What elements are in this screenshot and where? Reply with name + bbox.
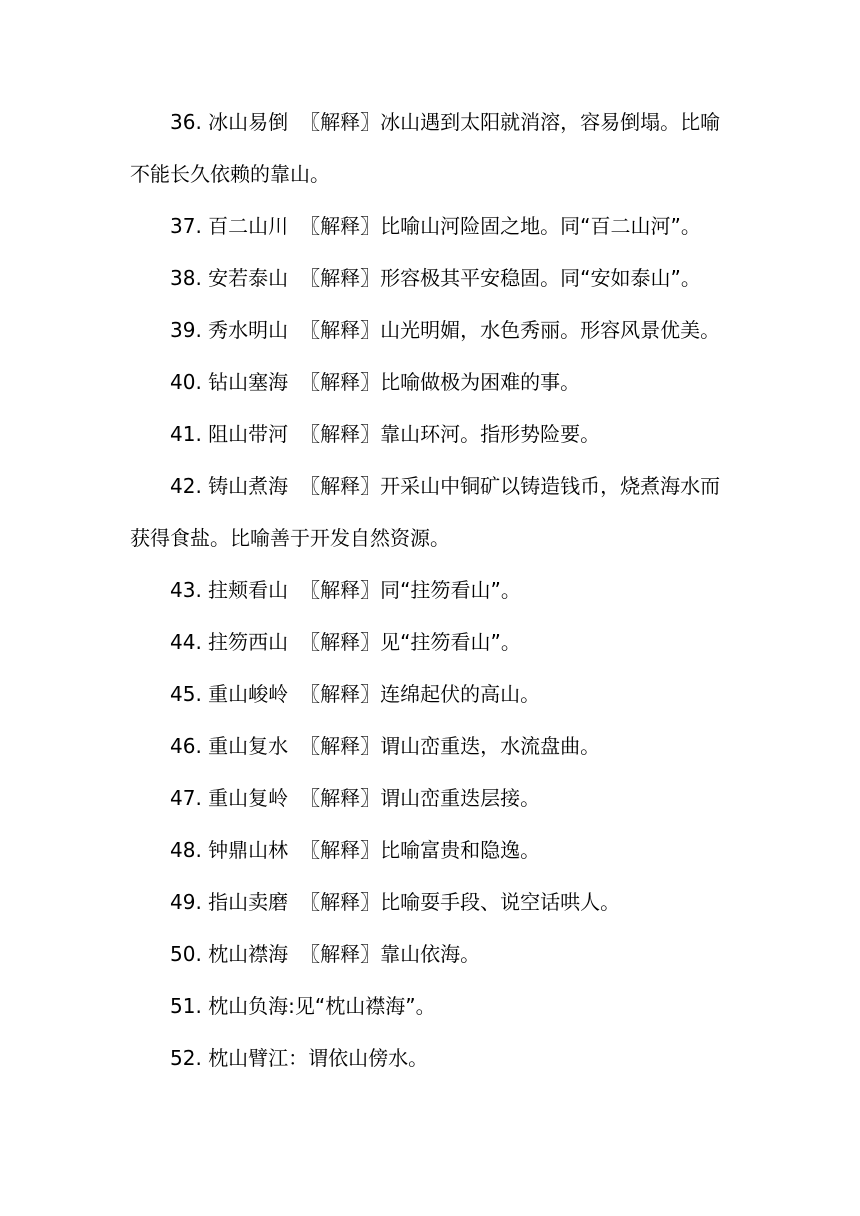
list-item [130,876,734,928]
entry-definition: 〖解释〗靠山环河。指形势险要。 [300,422,601,446]
entry-definition: 〖解释〗比喻山河险固之地。同“百二山河”。 [300,214,701,238]
entry-term: 重山复岭 [208,786,289,810]
entry-definition: 〖解释〗比喻做极为困难的事。 [300,370,581,394]
entry-term: 重山峻岭 [208,682,289,706]
entry-number: 43. [170,578,202,602]
entry-definition: 〖解释〗比喻耍手段、说空话哄人。 [300,890,621,914]
list-item [130,720,734,772]
entry-term: 枕山襟海 [208,942,289,966]
list-item [130,200,734,252]
entry-definition: 〖解释〗冰山遇到太阳就消溶，容易倒塌。比喻不能长久依赖的靠山。 [130,110,721,186]
list-item [130,616,734,668]
entry-number: 48. [170,838,202,862]
entry-term: 枕山臂江：谓依山傍水。 [208,1046,429,1070]
list-item [130,408,734,460]
entry-definition: 〖解释〗连绵起伏的高山。 [300,682,541,706]
entry-term: 重山复水 [208,734,289,758]
list-item [130,772,734,824]
entry-term: 阻山带河 [208,422,289,446]
entry-term: 铸山煮海 [208,474,289,498]
entry-number: 36. [170,110,202,134]
entry-number: 49. [170,890,202,914]
entry-number: 42. [170,474,202,498]
entry-number: 39. [170,318,202,342]
entry-definition: 〖解释〗比喻富贵和隐逸。 [300,838,541,862]
list-item [130,252,734,304]
entry-number: 47. [170,786,202,810]
entry-term: 拄笏西山 [208,630,289,654]
entry-term: 百二山川 [208,214,289,238]
list-item [130,304,734,356]
entry-term: 秀水明山 [208,318,289,342]
entry-term: 钟鼎山林 [208,838,289,862]
list-item [130,96,734,200]
entry-number: 38. [170,266,202,290]
list-item [130,1032,734,1084]
entry-number: 46. [170,734,202,758]
entry-definition: 〖解释〗谓山峦重迭层接。 [300,786,541,810]
list-item [130,668,734,720]
entry-definition: 〖解释〗同“拄笏看山”。 [300,578,521,602]
entry-number: 51. [170,994,202,1018]
entry-definition: 〖解释〗山光明媚，水色秀丽。形容风景优美。 [300,318,721,342]
entry-number: 40. [170,370,202,394]
list-item [130,980,734,1032]
entry-definition: 〖解释〗开采山中铜矿以铸造钱币，烧煮海水而获得食盐。比喻善于开发自然资源。 [130,474,721,550]
entry-number: 50. [170,942,202,966]
entry-number: 41. [170,422,202,446]
entry-definition: 〖解释〗靠山依海。 [300,942,481,966]
entry-term: 安若泰山 [208,266,289,290]
entry-term: 指山卖磨 [208,890,289,914]
list-item [130,928,734,980]
entry-term: 拄颊看山 [208,578,289,602]
entry-definition: 〖解释〗谓山峦重迭，水流盘曲。 [300,734,601,758]
entry-term: 冰山易倒 [208,110,289,134]
entry-definition: 〖解释〗形容极其平安稳固。同“安如泰山”。 [300,266,701,290]
entry-number: 52. [170,1046,202,1070]
list-item [130,356,734,408]
list-item [130,460,734,564]
entry-term: 钻山塞海 [208,370,289,394]
list-item [130,824,734,876]
list-item [130,564,734,616]
entry-number: 45. [170,682,202,706]
entry-term: 枕山负海:见“枕山襟海”。 [208,994,436,1018]
entry-number: 37. [170,214,202,238]
entry-number: 44. [170,630,202,654]
idiom-list [130,96,734,1084]
entry-definition: 〖解释〗见“拄笏看山”。 [300,630,521,654]
